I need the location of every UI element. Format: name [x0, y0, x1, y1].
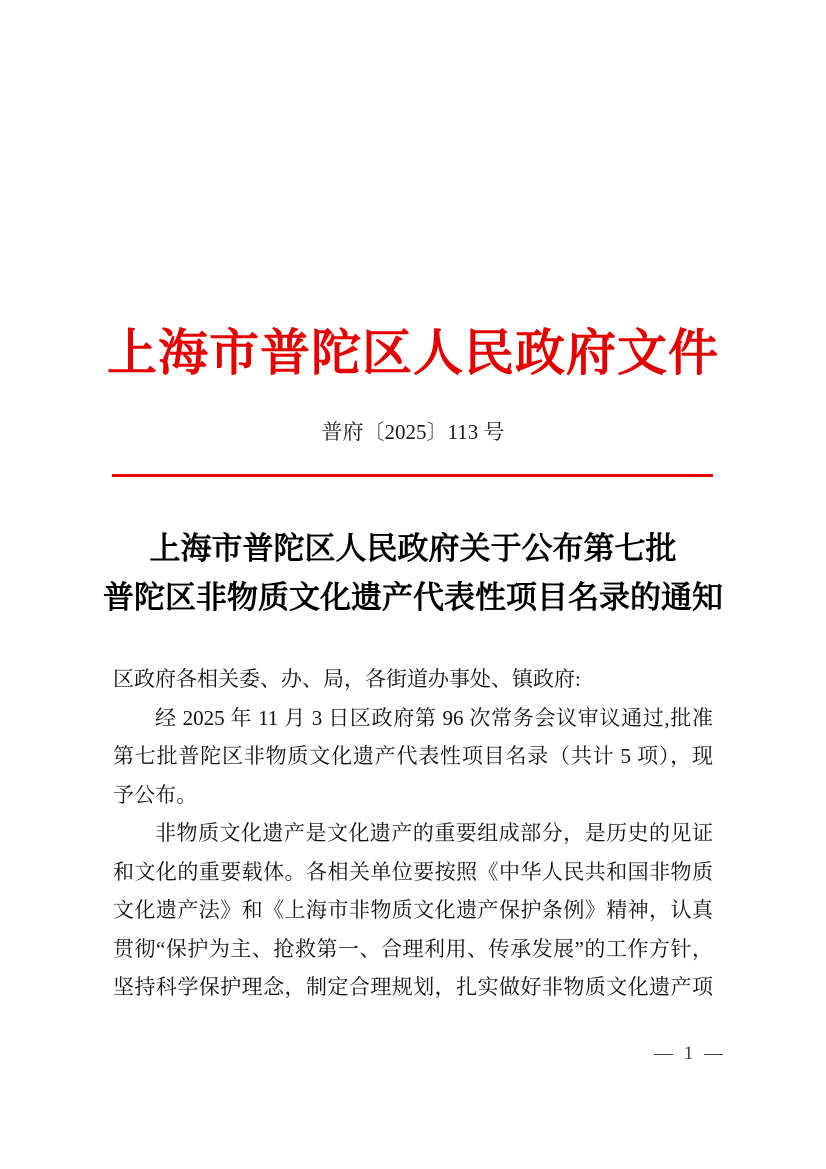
body-line: 文化遗产法》和《上海市非物质文化遗产保护条例》精神，认真 — [113, 898, 713, 922]
body-line: 坚持科学保护理念，制定合理规划，扎实做好非物质文化遗产项 — [113, 975, 713, 999]
document-title — [0, 524, 826, 622]
document-number: 普府〔2025〕113 号 — [321, 420, 505, 444]
document-body — [113, 660, 713, 1007]
red-divider-rule — [112, 474, 713, 477]
body-line: 第七批普陀区非物质文化遗产代表性项目名录（共计 5 项），现 — [113, 744, 713, 768]
document-title-line-2: 普陀区非物质文化遗产代表性项目名录的通知 — [103, 580, 723, 615]
page-number: — 1 — — [654, 1043, 726, 1064]
body-line: 予公布。 — [113, 782, 197, 807]
body-line: 贯彻“保护为主、抢救第一、合理利用、传承发展”的工作方针， — [113, 936, 713, 961]
letterhead-title: 上海市普陀区人民政府文件 — [107, 325, 719, 381]
document-title-line-1: 上海市普陀区人民政府关于公布第七批 — [149, 531, 677, 566]
body-line: 非物质文化遗产是文化遗产的重要组成部分，是历史的见证 — [155, 821, 713, 845]
body-line: 和文化的重要载体。各相关单位要按照《中华人民共和国非物质 — [113, 859, 713, 884]
body-line: 经 2025 年 11 月 3 日区政府第 96 次常务会议审议通过,批准 — [155, 705, 713, 730]
body-line: 区政府各相关委、办、局，各街道办事处、镇政府: — [113, 667, 581, 691]
